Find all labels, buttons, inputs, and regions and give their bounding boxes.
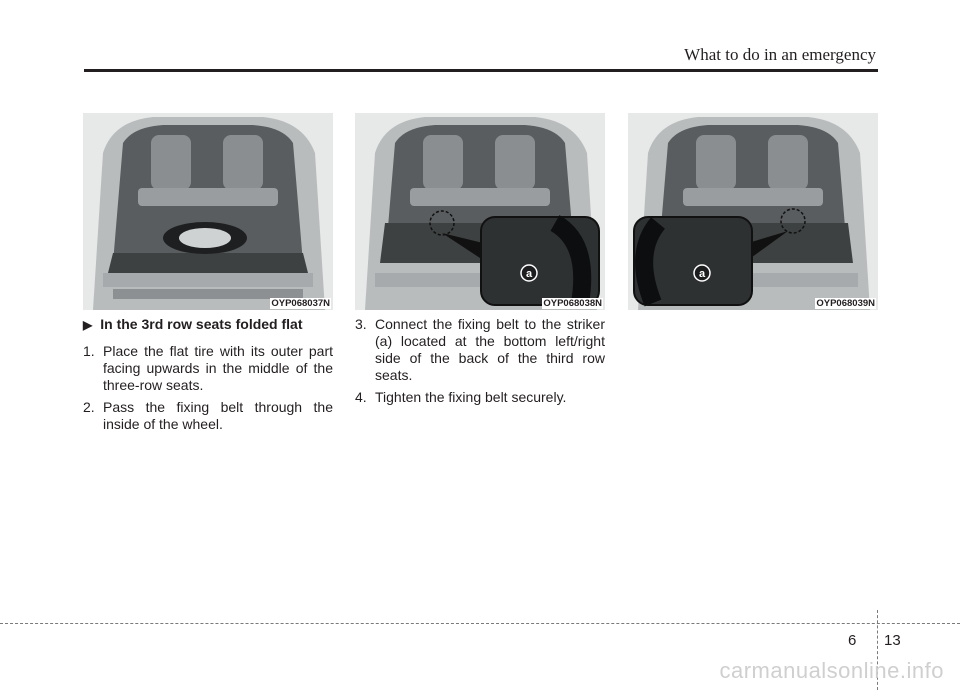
- step-text: Connect the fixing belt to the striker (a) located at the bottom left/right side of the back of the third row seats.: [375, 316, 605, 383]
- step-text: Tighten the fixing belt securely.: [375, 389, 567, 405]
- step-number: 1.: [83, 343, 95, 359]
- step-number: 3.: [355, 316, 367, 332]
- section-heading-text: In the 3rd row seats folded flat: [100, 316, 303, 332]
- callout-label: a: [698, 268, 706, 280]
- figure-code: OYP068037N: [271, 298, 330, 309]
- step-number: 2.: [83, 399, 95, 415]
- figure-striker-left: [628, 113, 878, 310]
- triangle-bullet-icon: ▶: [83, 318, 93, 332]
- instruction-column-1: [83, 316, 333, 438]
- section-heading: [83, 316, 333, 334]
- step-item: [83, 343, 333, 394]
- trunk-illustration: [628, 113, 878, 310]
- trunk-illustration: [355, 113, 605, 310]
- step-number: 4.: [355, 389, 367, 405]
- page-number: 13: [884, 632, 901, 649]
- watermark: carmanualsonline.info: [719, 658, 944, 683]
- figure-code: OYP068038N: [543, 298, 602, 309]
- trunk-illustration: [83, 113, 333, 310]
- step-item: [355, 389, 605, 406]
- header-rule: [84, 69, 878, 72]
- step-text: Place the flat tire with its outer part facing upwards in the middle of the three-row seats.: [103, 343, 333, 393]
- step-item: [355, 316, 605, 384]
- step-item: [83, 399, 333, 433]
- step-text: Pass the fixing belt through the inside of the wheel.: [103, 399, 333, 432]
- callout-label: a: [525, 268, 533, 280]
- figure-striker-right: [355, 113, 605, 310]
- instruction-column-2: [355, 316, 605, 411]
- header-title: What to do in an emergency: [684, 45, 876, 64]
- figure-code: OYP068039N: [816, 298, 875, 309]
- chapter-number: 6: [848, 632, 857, 649]
- figure-trunk-spare-tire: [83, 113, 333, 310]
- footer-divider: [0, 623, 960, 624]
